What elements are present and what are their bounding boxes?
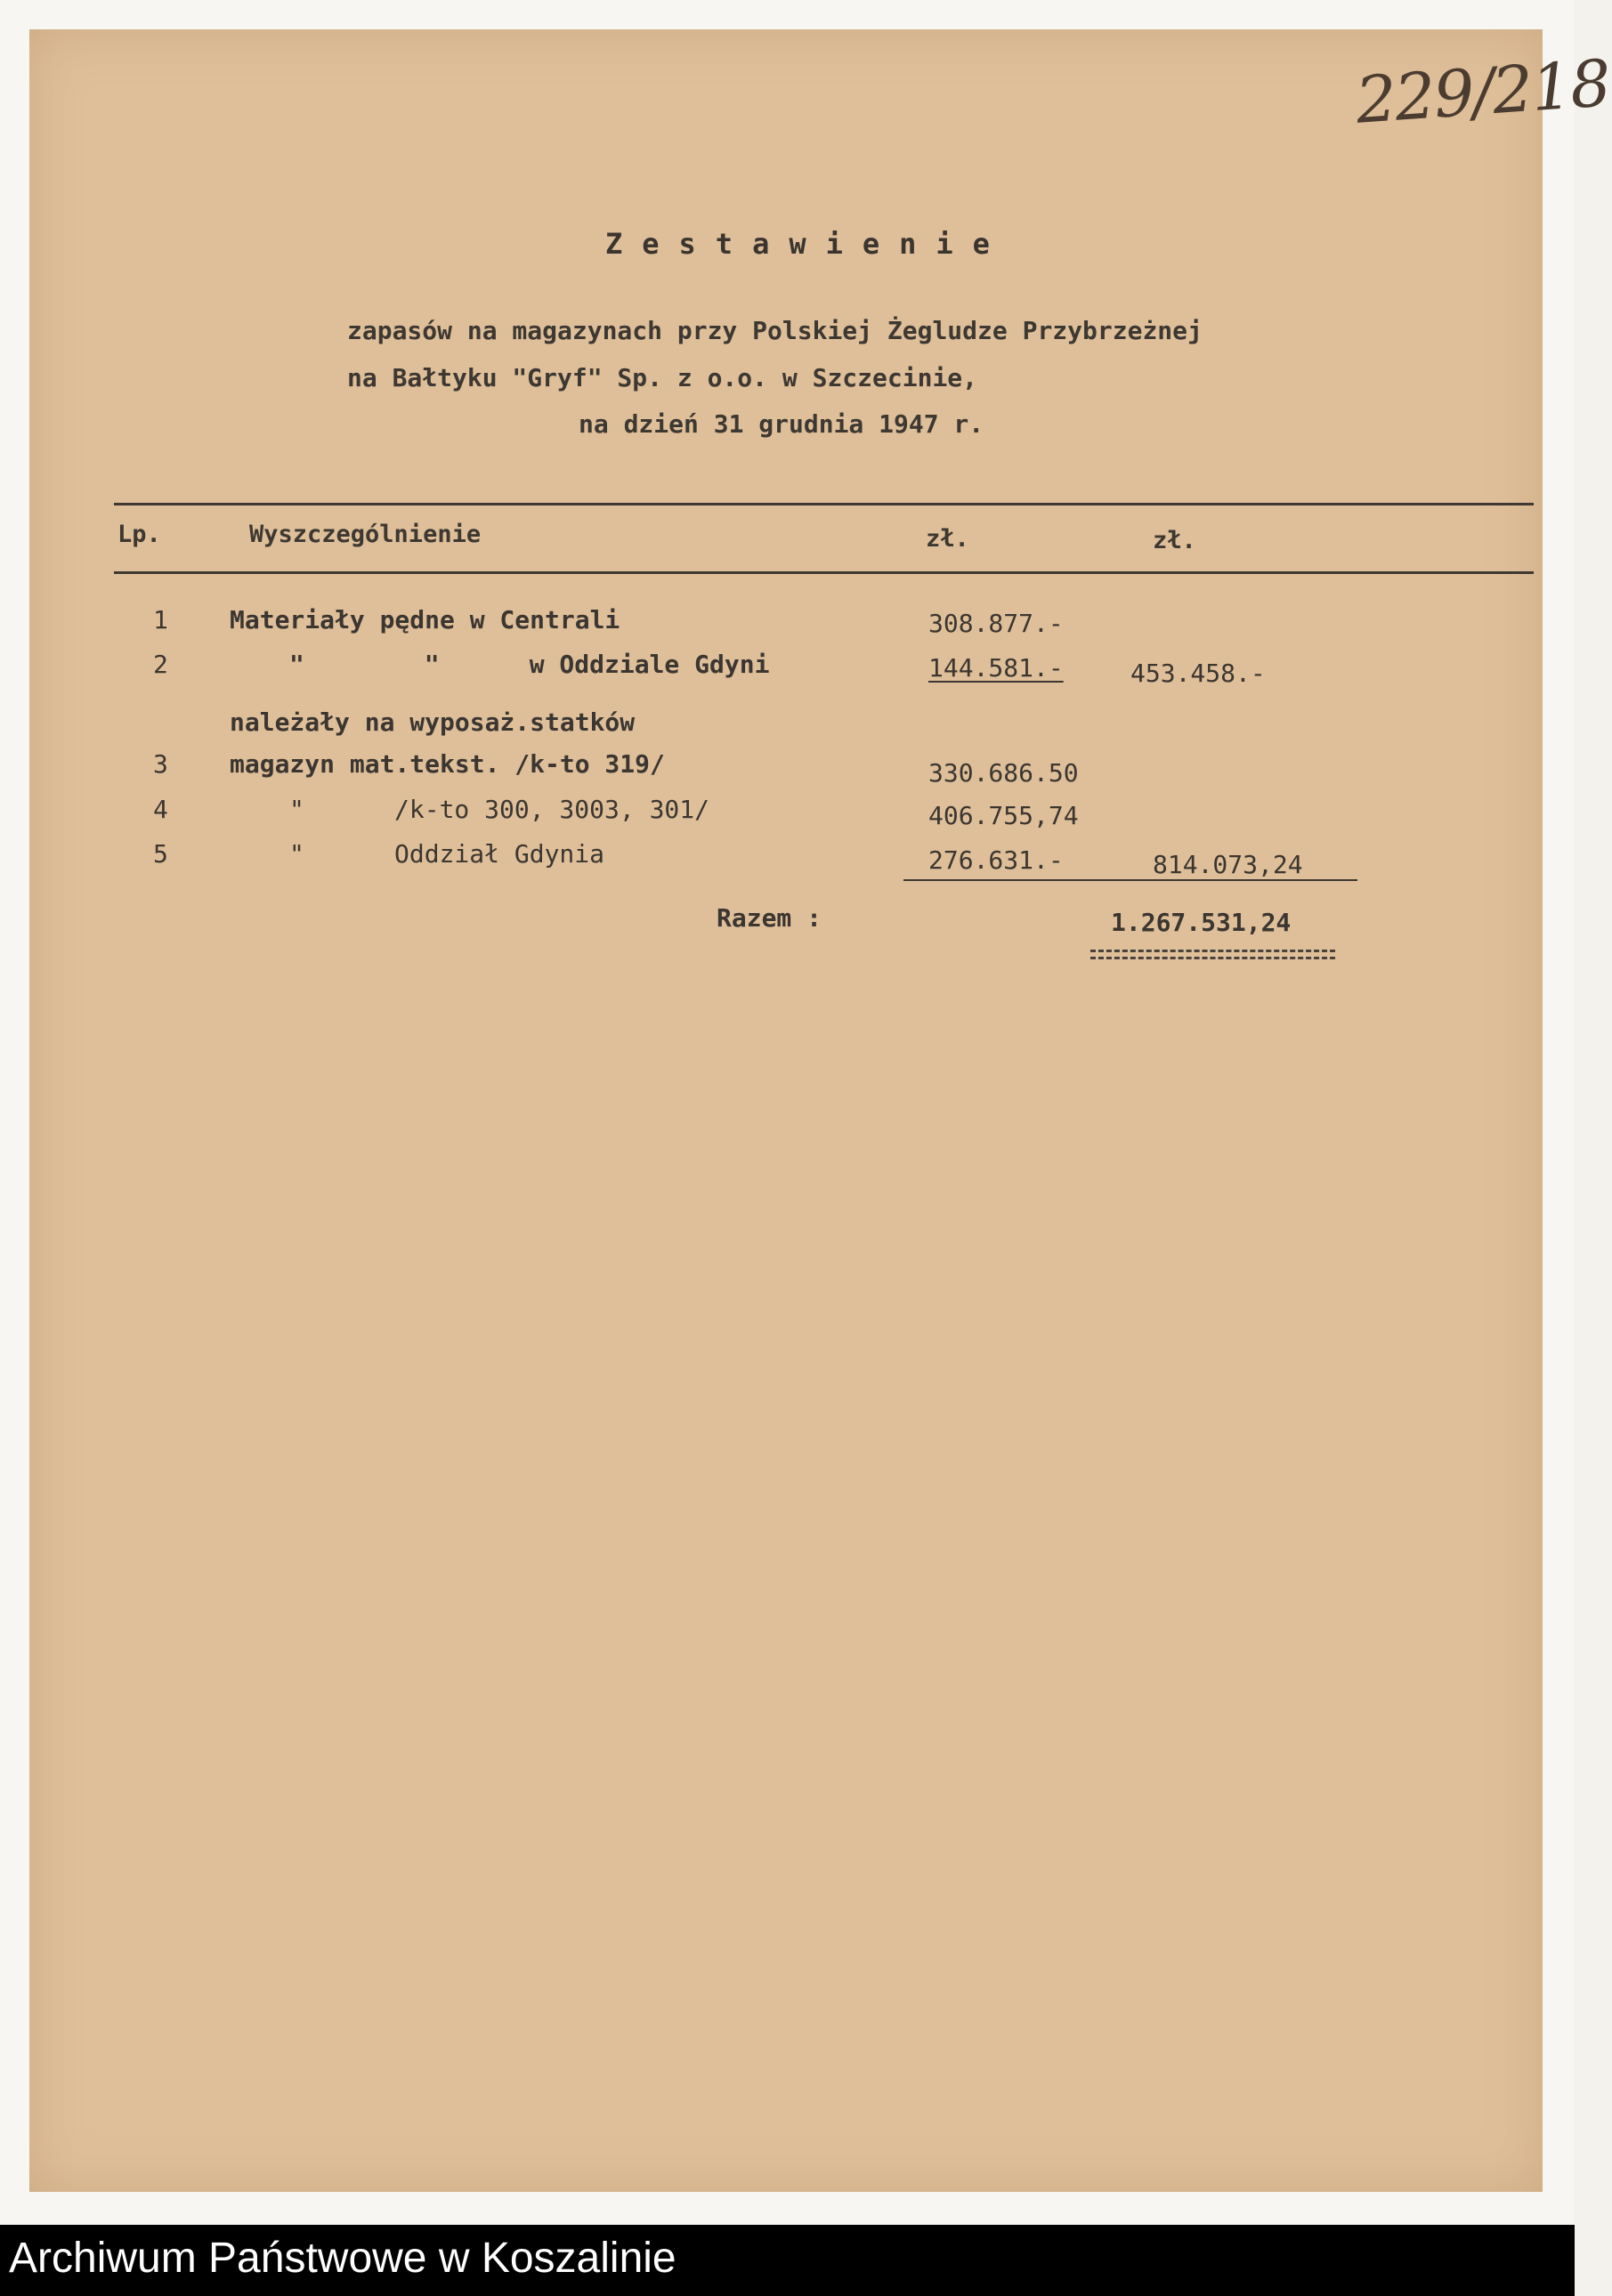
row-4-lp: 4: [153, 795, 168, 824]
subtotal-rule: [903, 879, 1357, 881]
page-number: 229/218: [1353, 45, 1612, 138]
archive-name: Archiwum Państwowe w Koszalinie: [9, 2235, 676, 2282]
table-top-rule: [114, 503, 1534, 505]
row-4-value-1: 406.755,74: [928, 801, 1079, 830]
row-5-value-2: 814.073,24: [1153, 850, 1303, 879]
row-2-lp: 2: [153, 650, 168, 679]
row-1-lp: 1: [153, 605, 168, 635]
header-description: Wyszczególnienie: [249, 521, 482, 548]
row-2-description: " " w Oddziale Gdyni: [289, 650, 770, 679]
header-lp: Lp.: [117, 521, 161, 548]
row-5-description: " Oddział Gdynia: [289, 839, 605, 869]
subtitle-line-3: na dzień 31 grudnia 1947 r.: [579, 409, 984, 439]
row-3-value-1: 330.686.50: [928, 758, 1079, 788]
row-3-description: magazyn mat.tekst. /k-to 319/: [230, 749, 665, 779]
row-2-value-2: 453.458.-: [1130, 659, 1266, 688]
total-double-rule-bottom: [1090, 957, 1335, 959]
row-3-lp: 3: [153, 749, 168, 779]
row-4-description: " /k-to 300, 3003, 301/: [289, 795, 710, 824]
document-title: Zestawienie: [605, 227, 1009, 261]
row-2-value-1: 144.581.-: [928, 653, 1064, 683]
row-5-value-1: 276.631.-: [928, 845, 1064, 875]
table-header-rule: [114, 571, 1534, 574]
total-double-rule-top: [1090, 950, 1335, 952]
subtitle-line-2: na Bałtyku "Gryf" Sp. z o.o. w Szczecinie,: [347, 363, 978, 392]
total-value: 1.267.531,24: [1111, 908, 1292, 937]
header-zl-2: zł.: [1153, 527, 1196, 554]
row-1-description: Materiały pędne w Centrali: [230, 605, 620, 635]
total-label: Razem :: [717, 903, 822, 933]
document-page: [29, 29, 1612, 2192]
row-1-value-1: 308.877.-: [928, 609, 1064, 638]
group-label: należały na wyposaż.statków: [230, 707, 636, 737]
archive-footer: [0, 2225, 1575, 2296]
header-zl-1: zł.: [926, 525, 969, 553]
row-5-lp: 5: [153, 839, 168, 869]
subtitle-line-1: zapasów na magazynach przy Polskiej Żegludze Przybrzeżnej: [347, 316, 1203, 345]
